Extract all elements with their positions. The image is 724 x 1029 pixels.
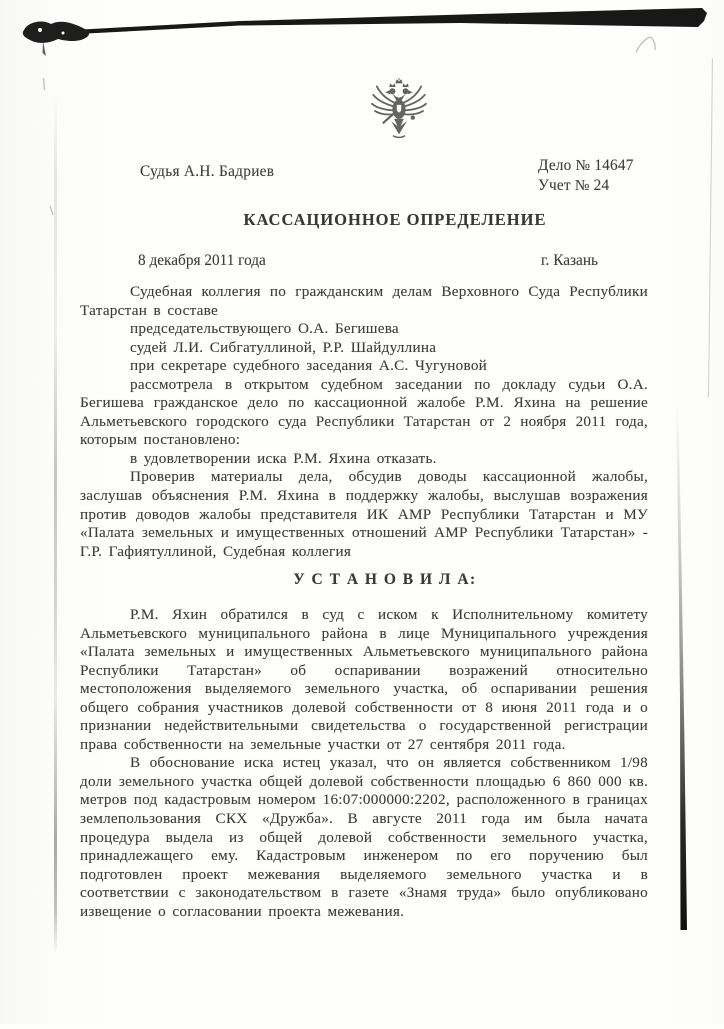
paragraph: рассмотрела в открытом судебном заседании по докладу судьи О.А. Бегишева гражданское дело по кассационной жалобе Р.М. Яхина на решение Альметьевского городского суда Республики Татарстан от 2 ноября 2011 года, которым постановлено: xyxy=(80,375,648,449)
section-heading-ustanovila: У С Т А Н О В И Л А: xyxy=(293,571,477,588)
document-place: г. Казань xyxy=(541,252,598,269)
document-title: КАССАЦИОННОЕ ОПРЕДЕЛЕНИЕ xyxy=(243,210,547,229)
paragraph: Р.М. Яхин обратился в суд с иском к Исполнительному комитету Альметьевского муниципального района в лице Муниципального учреждения «Палата земельных и имущественных Альметьевского муниципального района Республики Татарстан» об оспаривании возражений относительно местоположения выделяемого земельного участка, об оспаривании решения общего собрания участников долевой собственности от 8 июня 2011 года и о признании недействительными свидетельства о государственной регистрации права собственности на земельные участки от 27 сентября 2011 года. xyxy=(80,606,648,753)
body-paragraphs-block xyxy=(80,606,648,921)
left-margin-tick xyxy=(50,206,53,215)
paragraph: при секретаре судебного заседания А.С. Чугуновой xyxy=(130,357,488,375)
right-edge-shadow xyxy=(676,405,687,930)
case-number: Дело № 14647 xyxy=(538,157,634,174)
paper-edge-faint xyxy=(709,58,713,398)
strip-drip-dot xyxy=(44,78,45,90)
top-scan-strip xyxy=(55,8,707,35)
record-number: Учет № 24 xyxy=(538,176,610,194)
paragraph: В обоснование иска истец указал, что он является собственником 1/98 доли земельного участка общей долевой собственности площадью 6 860 000 кв. метров под кадастровым номером 16:07:000000:2202, расположенного в границах землепользования СКХ «Дружба». В августе 2011 года им была начата процедура выдела из общей долевой собственности земельного участка, принадлежащего ему. Кадастровым инженером по его поручению был подготовлен проект межевания выделяемого земельного участка и в соответствии с законодательством в газете «Знамя труда» было опубликовано извещение о согласовании проекта межевания. xyxy=(80,754,648,920)
paragraph: в удовлетворении иска Р.М. Яхина отказать. xyxy=(130,449,437,467)
paragraph: Судебная коллегия по гражданским делам Верховного Суда Республики Татарстан в составе xyxy=(80,283,648,319)
document-date: 8 декабря 2011 года xyxy=(138,252,266,269)
russia-coat-of-arms-emblem xyxy=(368,78,430,144)
left-fold-crease xyxy=(54,92,57,954)
top-strip-knot xyxy=(23,22,89,43)
intro-paragraphs-block xyxy=(80,283,648,561)
double-headed-eagle-icon xyxy=(368,78,430,144)
paragraph: председательствующего О.А. Бегишева xyxy=(130,320,399,338)
strip-drip-mark xyxy=(43,41,47,56)
paragraph: Проверив материалы дела, обсудив доводы кассационной жалобы, заслушав объяснения Р.М. Яхина в поддержку жалобы, выслушав возражения против доводов жалобы представителя ИК АМР Республики Татарстан и МУ «Палата земельных и имущественных отношений АМР Республики Татарстан» - Г.Р. Гафиятуллиной, Судебная коллегия xyxy=(80,468,648,560)
case-info-block xyxy=(538,156,634,195)
strip-speckle xyxy=(38,28,42,32)
paragraph: судей Л.И. Сибгатуллиной, Р.Р. Шайдуллина xyxy=(130,338,437,356)
pencil-mark xyxy=(636,37,655,52)
strip-speckle xyxy=(62,32,65,35)
judge-name-line: Судья А.Н. Бадриев xyxy=(140,163,275,180)
